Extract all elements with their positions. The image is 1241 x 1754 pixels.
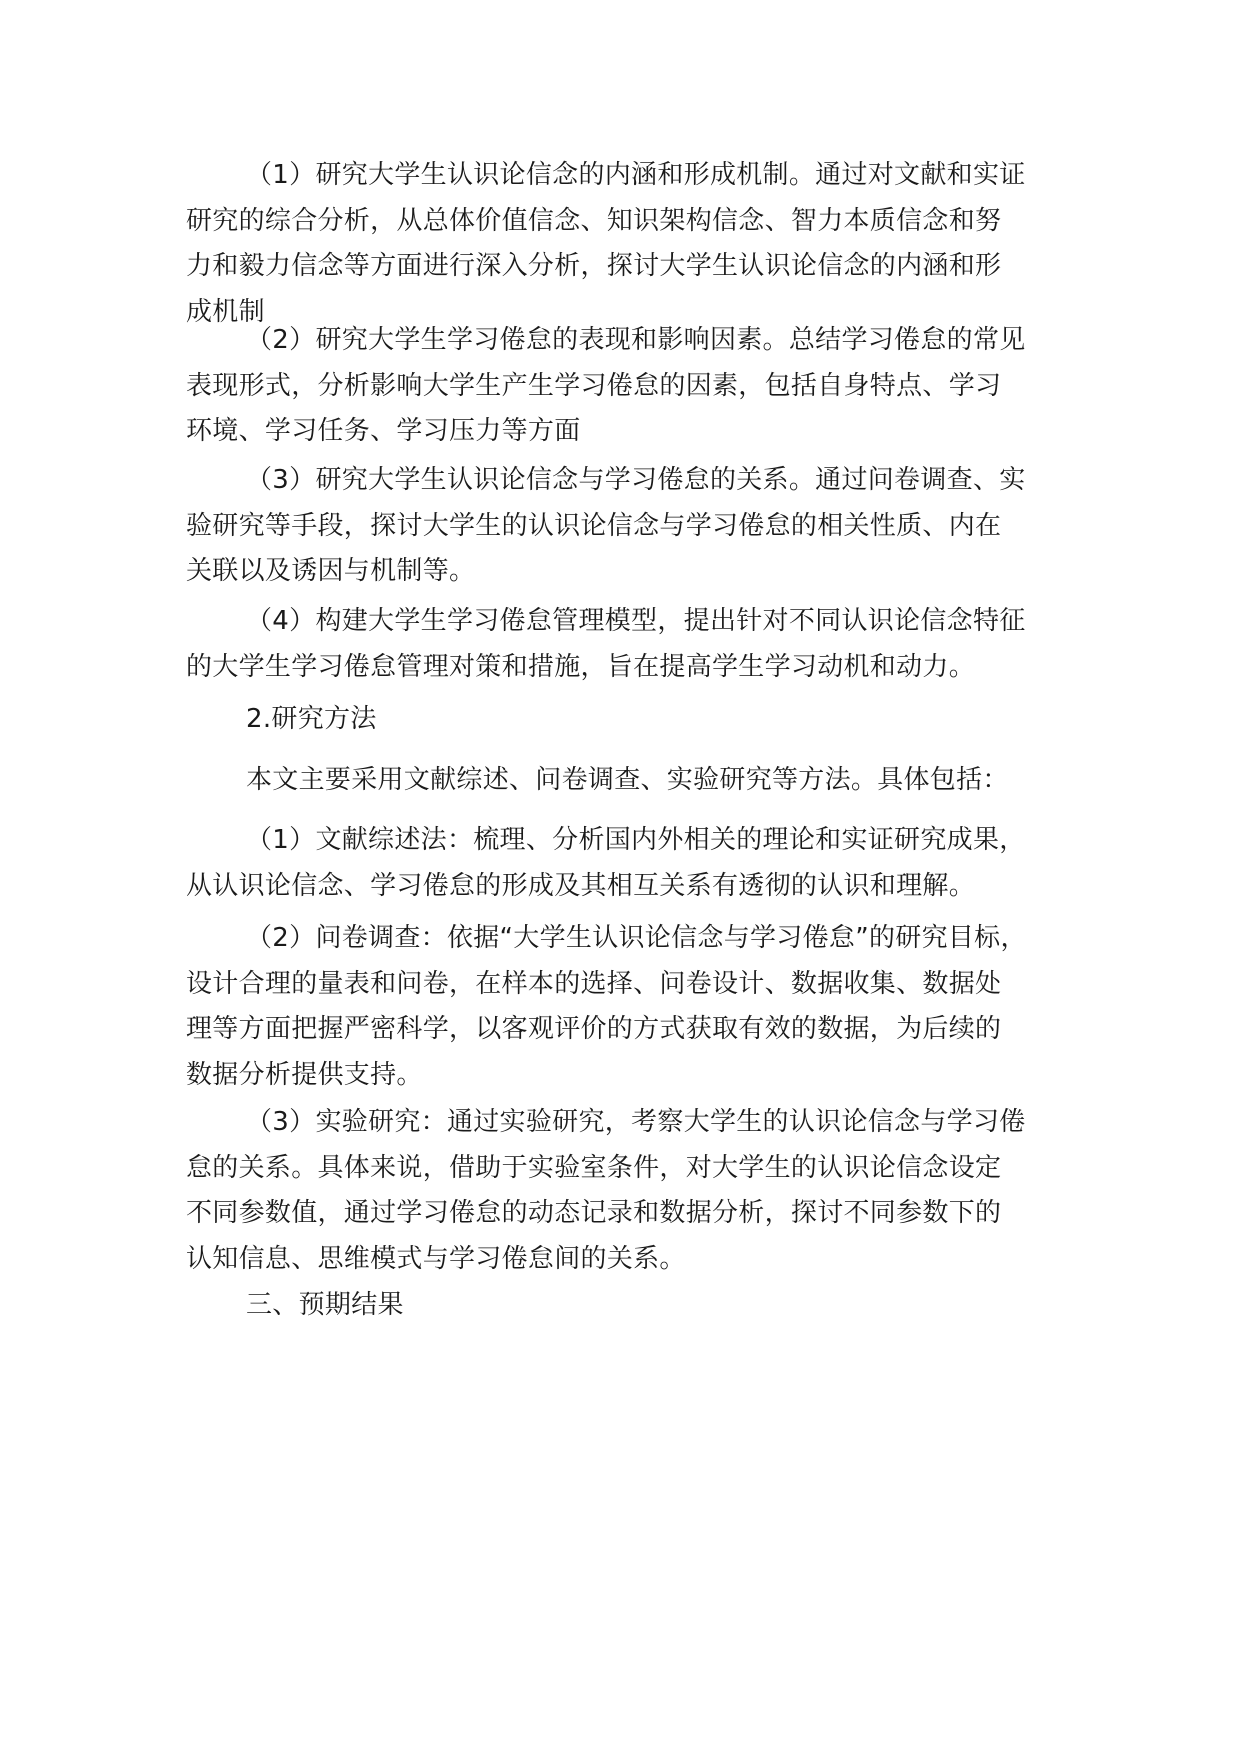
text-line: （2）问卷调查：依据“大学生认识论信念与学习倦怠”的研究目标， — [246, 923, 1027, 953]
paragraph-research-epistemic-beliefs — [186, 153, 1026, 335]
text-line: 验研究等手段，探讨大学生的认识论信念与学习倦怠的相关性质、内在 — [186, 510, 1002, 541]
paragraph-literature-review — [186, 818, 1026, 909]
text-line: 表现形式，分析影响大学生产生学习倦怠的因素，包括自身特点、学习 — [186, 370, 1002, 401]
text-line: 设计合理的量表和问卷，在样本的选择、问卷设计、数据收集、数据处 — [186, 968, 1002, 999]
text-line: 认知信息、思维模式与学习倦怠间的关系。 — [186, 1243, 686, 1274]
text-line: （2）研究大学生学习倦怠的表现和影响因素。总结学习倦怠的常见 — [246, 325, 1026, 355]
text-line: 怠的关系。具体来说，借助于实验室条件，对大学生的认识论信念设定 — [186, 1152, 1002, 1183]
paragraph-research-burnout-factors — [186, 318, 1026, 455]
text-line: （3）实验研究：通过实验研究，考察大学生的认识论信念与学习倦 — [246, 1107, 1026, 1137]
heading-text: 三、预期结果 — [246, 1290, 404, 1320]
text-line: 从认识论信念、学习倦怠的形成及其相互关系有透彻的认识和理解。 — [186, 870, 976, 901]
heading-text: 2.研究方法 — [246, 704, 377, 734]
text-line: 本文主要采用文献综述、问卷调查、实验研究等方法。具体包括： — [246, 765, 1009, 795]
text-line: 力和毅力信念等方面进行深入分析，探讨大学生认识论信念的内涵和形 — [186, 251, 1002, 281]
paragraph-management-model — [186, 599, 1026, 690]
text-line: 环境、学习任务、学习压力等方面 — [186, 416, 581, 446]
text-line: 成机制 — [186, 296, 265, 327]
paragraph-research-relationship — [186, 458, 1026, 595]
text-line: 理等方面把握严密科学，以客观评价的方式获取有效的数据，为后续的 — [186, 1014, 1002, 1044]
text-line: （3）研究大学生认识论信念与学习倦怠的关系。通过问卷调查、实 — [246, 465, 1026, 495]
text-line: （1）研究大学生认识论信念的内涵和形成机制。通过对文献和实证 — [246, 160, 1026, 190]
text-line: 的大学生学习倦怠管理对策和措施，旨在提高学生学习动机和动力。 — [186, 651, 976, 682]
text-line: （1）文献综述法：梳理、分析国内外相关的理论和实证研究成果， — [246, 825, 1026, 855]
text-line: （4）构建大学生学习倦怠管理模型，提出针对不同认识论信念特征 — [246, 606, 1026, 636]
paragraph-questionnaire — [186, 916, 1027, 1098]
paragraph-experimental-research — [186, 1100, 1026, 1282]
section-heading-expected-results — [186, 1283, 404, 1329]
paragraph-methods-intro — [186, 758, 1009, 804]
text-line: 研究的综合分析，从总体价值信念、知识架构信念、智力本质信念和努 — [186, 205, 1002, 236]
section-heading-research-methods — [186, 697, 377, 743]
text-line: 不同参数值，通过学习倦怠的动态记录和数据分析，探讨不同参数下的 — [186, 1198, 1002, 1228]
text-line: 数据分析提供支持。 — [186, 1059, 423, 1090]
text-line: 关联以及诱因与机制等。 — [186, 556, 476, 586]
